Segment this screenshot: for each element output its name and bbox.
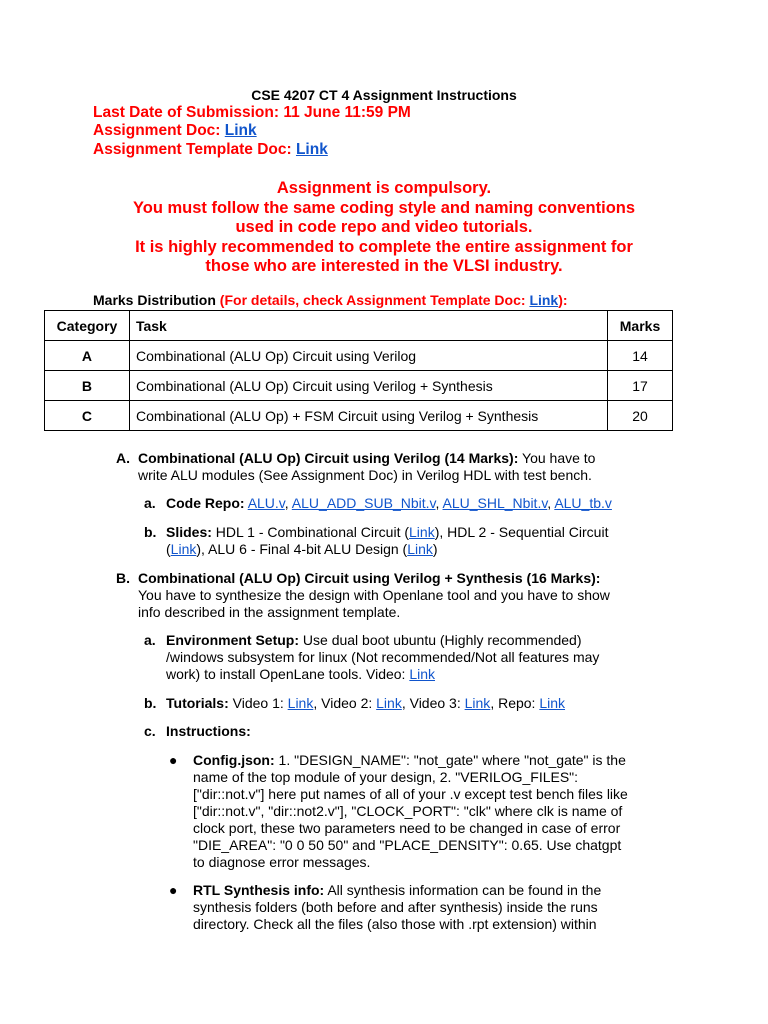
rtl-synthesis-text-line: directory. Check all the files (also those with .rpt extension) within xyxy=(193,916,597,932)
rtl-synthesis-line xyxy=(193,882,601,899)
assignment-doc-label: Assignment Doc: xyxy=(93,122,225,139)
video3-link[interactable]: Link xyxy=(464,695,491,711)
section-b-marker: B. xyxy=(116,570,130,586)
alu-shl-link[interactable]: ALU_SHL_Nbit.v xyxy=(442,495,548,511)
page-title: CSE 4207 CT 4 Assignment Instructions xyxy=(251,87,517,103)
slides-text: ( xyxy=(166,541,171,557)
slides-text: HDL 1 - Combinational Circuit ( xyxy=(211,524,410,540)
tutorials-label: Tutorials: xyxy=(166,695,229,711)
env-setup-text: Use dual boot ubuntu (Highly recommended) xyxy=(299,632,582,648)
slides-hdl2-link[interactable]: Link xyxy=(170,541,197,557)
section-a-text-line: write ALU modules (See Assignment Doc) in Verilog HDL with test bench. xyxy=(138,467,592,483)
env-setup-label: Environment Setup: xyxy=(166,632,300,648)
video2-link[interactable]: Link xyxy=(376,695,402,711)
table-row xyxy=(45,341,673,371)
table-row xyxy=(45,401,673,431)
slides-text: ) xyxy=(432,541,438,557)
slides-marker: b. xyxy=(144,524,157,540)
tutorials-line xyxy=(166,695,565,712)
assignment-doc-line xyxy=(93,122,257,140)
slides-line-2 xyxy=(166,541,438,558)
column-header-category: Category xyxy=(45,311,130,341)
marks-details-link[interactable]: Link xyxy=(529,292,559,308)
row-marks: 20 xyxy=(608,401,673,431)
repo-link[interactable]: Link xyxy=(539,695,566,711)
rtl-synthesis-text-line: synthesis folders (both before and after synthesis) inside the runs xyxy=(193,899,598,915)
row-task: Combinational (ALU Op) Circuit using Verilog xyxy=(129,341,607,371)
row-marks: 14 xyxy=(608,341,673,371)
tutorials-text: , Repo: xyxy=(490,695,540,711)
section-b-text-line: You have to synthesize the design with Openlane tool and you have to show xyxy=(138,587,610,603)
row-category: B xyxy=(45,371,130,401)
column-header-marks: Marks xyxy=(608,311,673,341)
env-setup-line-3 xyxy=(166,666,435,683)
section-a-marker: A. xyxy=(116,450,130,466)
instructions-marker: c. xyxy=(144,723,156,739)
tutorials-marker: b. xyxy=(144,695,157,711)
notice-line: You must follow the same coding style and naming conventions xyxy=(132,198,636,217)
rtl-synthesis-label: RTL Synthesis info: xyxy=(193,882,325,898)
config-json-label: Config.json: xyxy=(193,752,275,768)
table-header-row xyxy=(45,311,673,341)
tutorials-text: , Video 2: xyxy=(313,695,377,711)
config-json-text-line: to diagnose error messages. xyxy=(193,854,371,870)
marks-details-prefix: (For details, check Assignment Template Doc: xyxy=(219,292,530,308)
notice-line: used in code repo and video tutorials. xyxy=(235,218,533,236)
code-repo-marker: a. xyxy=(144,495,156,511)
column-header-task: Task xyxy=(129,311,607,341)
slides-alu6-link[interactable]: Link xyxy=(407,541,433,557)
code-repo-label: Code Repo: xyxy=(166,495,245,511)
bullet-icon: ● xyxy=(169,882,178,898)
env-setup-marker: a. xyxy=(144,632,156,648)
slides-text: ), ALU 6 - Final 4-bit ALU Design ( xyxy=(196,541,408,557)
alu-v-link[interactable]: ALU.v xyxy=(247,495,285,511)
slides-label: Slides: xyxy=(166,524,212,540)
notice-line: Assignment is compulsory. xyxy=(276,179,492,197)
template-doc-link[interactable]: Link xyxy=(295,141,328,158)
code-repo-line: Code Repo: ALU.v, ALU_ADD_SUB_Nbit.v, ALU_SHL_Nbit.v, ALU_tb.v xyxy=(166,495,612,511)
slides-line xyxy=(166,524,608,541)
compulsory-notice xyxy=(0,179,768,277)
table-row xyxy=(45,371,673,401)
config-json-text-line: clock port, these two parameters need to be changed in case of error xyxy=(193,820,621,836)
config-json-line xyxy=(193,752,626,769)
notice-line: those who are interested in the VLSI industry. xyxy=(205,257,563,275)
assignment-doc-link[interactable]: Link xyxy=(224,122,257,139)
env-setup-text: work) to install OpenLane tools. Video: xyxy=(166,666,410,682)
marks-details-suffix: ): xyxy=(558,292,568,308)
notice-line: It is highly recommended to complete the entire assignment for xyxy=(135,237,633,256)
rtl-synthesis-text: All synthesis information can be found in the xyxy=(324,882,602,898)
env-setup-line xyxy=(166,632,582,649)
tutorials-text: Video 1: xyxy=(228,695,288,711)
config-json-text-line: name of the top module of your design, 2. "VERILOG_FILES": xyxy=(193,769,579,785)
marks-table xyxy=(44,310,673,431)
section-a-heading-line xyxy=(138,450,595,467)
marks-heading-label: Marks Distribution xyxy=(93,292,220,308)
row-category: A xyxy=(45,341,130,371)
row-category: C xyxy=(45,401,130,431)
env-setup-text-line: /windows subsystem for linux (Not recommended/Not all features may xyxy=(166,649,600,665)
instructions-label: Instructions: xyxy=(166,723,251,739)
alu-tb-link[interactable]: ALU_tb.v xyxy=(554,495,612,511)
bullet-icon: ● xyxy=(169,752,178,768)
section-b-title: Combinational (ALU Op) Circuit using Verilog + Synthesis (16 Marks): xyxy=(138,570,601,586)
section-b-text-line: info described in the assignment template. xyxy=(138,604,401,620)
video1-link[interactable]: Link xyxy=(287,695,314,711)
section-a-text: You have to xyxy=(518,450,596,466)
marks-distribution-heading xyxy=(93,292,568,308)
row-task: Combinational (ALU Op) Circuit using Verilog + Synthesis xyxy=(129,371,607,401)
config-json-text: 1. "DESIGN_NAME": "not_gate" where "not_gate" is the xyxy=(274,752,626,768)
template-doc-line xyxy=(93,141,328,159)
row-task: Combinational (ALU Op) + FSM Circuit using Verilog + Synthesis xyxy=(129,401,607,431)
config-json-text-line: ["dir::not.v", "dir::not2.v"], "CLOCK_PORT": "clk" where clk is name of xyxy=(193,803,623,819)
config-json-text-line: ["dir::not.v"] here put names of all of your .v except test bench files like xyxy=(193,786,628,802)
submission-deadline: Last Date of Submission: 11 June 11:59 PM xyxy=(93,104,411,121)
row-marks: 17 xyxy=(608,371,673,401)
config-json-text-line: "DIE_AREA": "0 0 50 50" and "PLACE_DENSITY": 0.65. Use chatgpt xyxy=(193,837,622,853)
env-setup-video-link[interactable]: Link xyxy=(409,666,436,682)
section-a-title: Combinational (ALU Op) Circuit using Verilog (14 Marks): xyxy=(138,450,519,466)
tutorials-text: , Video 3: xyxy=(401,695,465,711)
slides-text: ), HDL 2 - Sequential Circuit xyxy=(434,524,609,540)
slides-hdl1-link[interactable]: Link xyxy=(409,524,435,540)
template-doc-label: Assignment Template Doc: xyxy=(93,141,296,158)
alu-add-sub-link[interactable]: ALU_ADD_SUB_Nbit.v xyxy=(291,495,436,511)
